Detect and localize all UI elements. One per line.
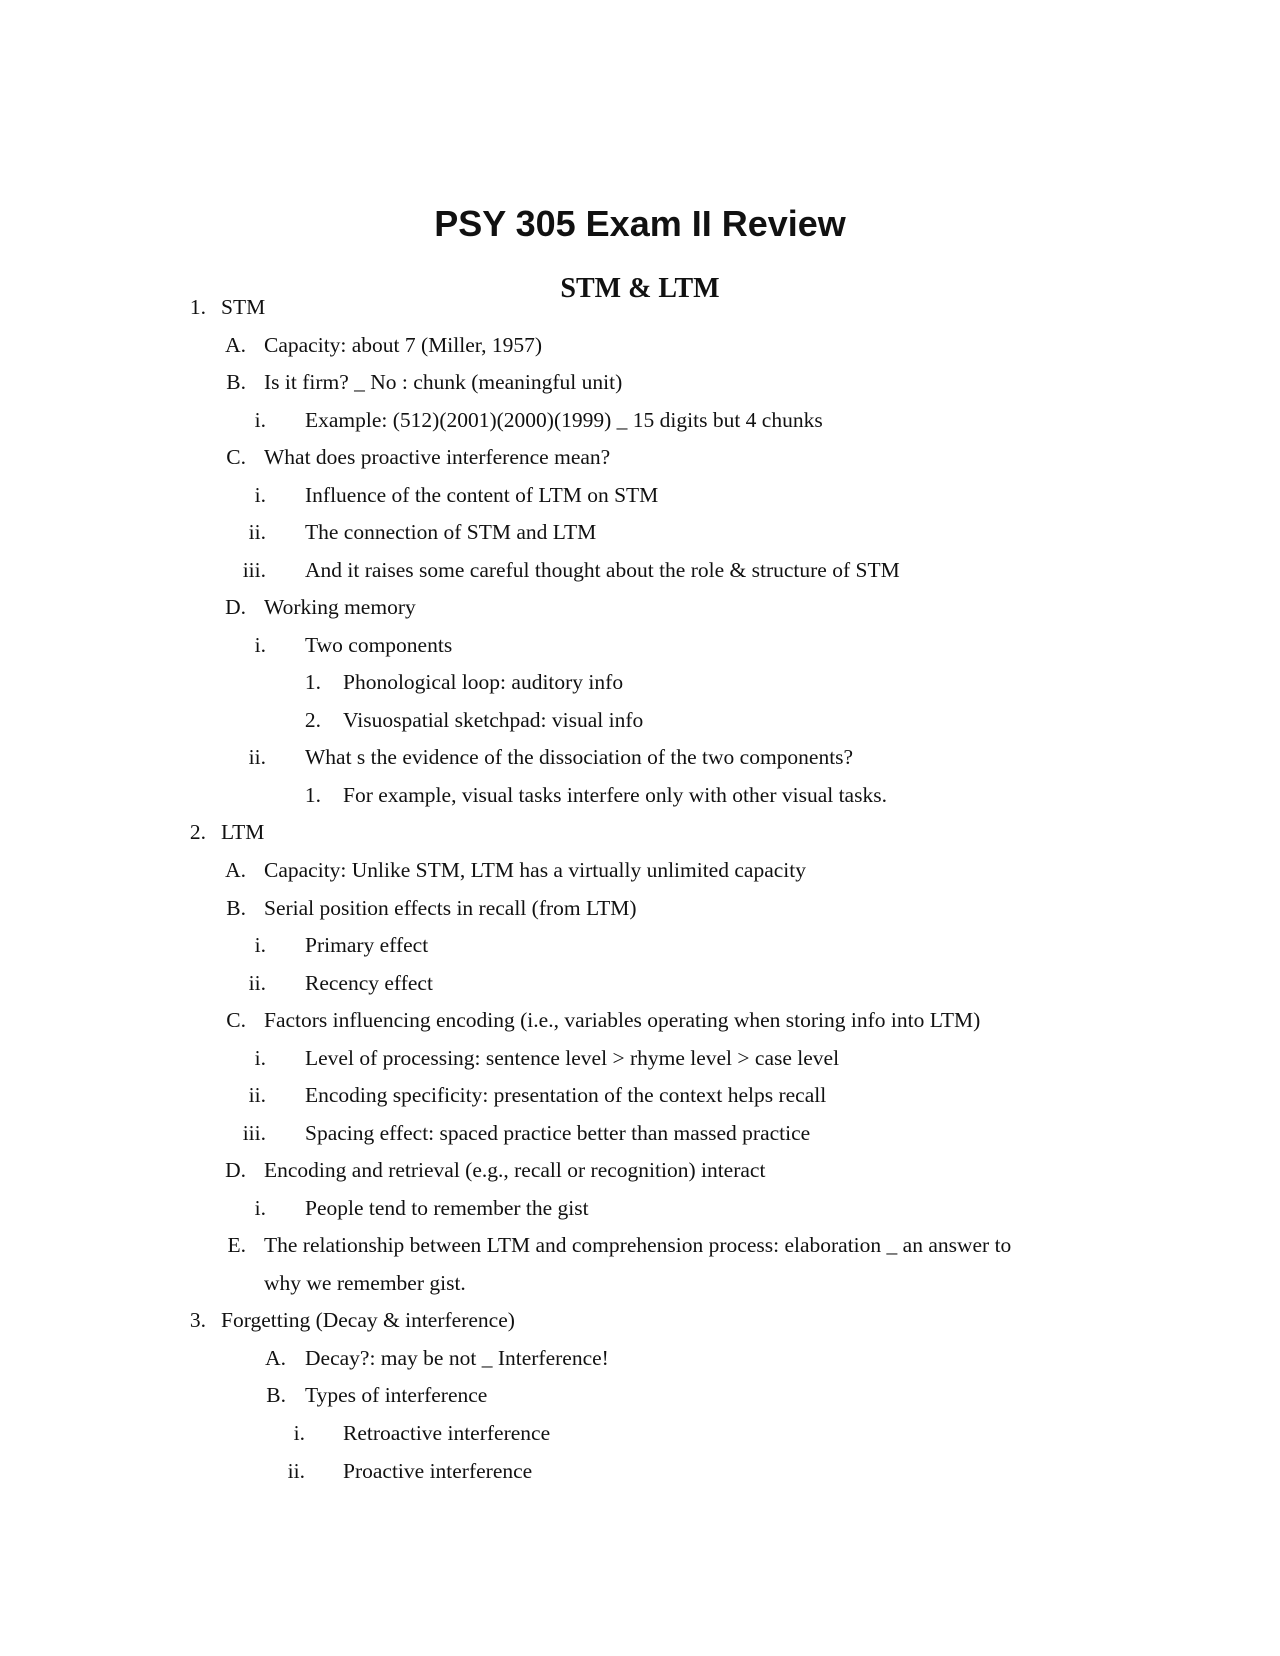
document-subtitle: STM & LTM — [560, 273, 720, 304]
outline-marker: i. — [254, 483, 266, 507]
outline-text: Is it firm? _ No : chunk (meaningful unit) — [264, 370, 623, 394]
document-title: PSY 305 Exam II Review — [434, 203, 846, 244]
outline-marker: i. — [254, 1196, 266, 1220]
outline-text: Influence of the content of LTM on STM — [305, 483, 659, 507]
outline-text: Working memory — [264, 595, 416, 619]
outline-text: Retroactive interference — [343, 1421, 551, 1445]
outline-marker: ii. — [248, 745, 266, 769]
outline-text: Phonological loop: auditory info — [343, 670, 624, 694]
outline-marker: A. — [225, 858, 246, 882]
outline-text: And it raises some careful thought about the role & structure of STM — [305, 558, 900, 582]
outline-text: Level of processing: sentence level > rhyme level > case level — [305, 1046, 840, 1070]
outline-marker: i. — [254, 933, 266, 957]
outline-text: Visuospatial sketchpad: visual info — [343, 708, 644, 732]
outline-marker: i. — [254, 1046, 266, 1070]
outline-text: Primary effect — [305, 933, 429, 957]
outline-marker: C. — [226, 445, 246, 469]
outline-marker: iii. — [242, 1121, 266, 1145]
outline-marker: i. — [254, 633, 266, 657]
outline-marker: C. — [226, 1008, 246, 1032]
outline-marker: A. — [225, 333, 246, 357]
outline-text: The connection of STM and LTM — [305, 520, 597, 544]
outline-text: Proactive interference — [343, 1459, 533, 1483]
outline-text: Encoding and retrieval (e.g., recall or recognition) interact — [264, 1158, 766, 1182]
outline-text: Forgetting (Decay & interference) — [221, 1308, 515, 1332]
outline-marker: i. — [254, 408, 266, 432]
outline-text: People tend to remember the gist — [305, 1196, 589, 1220]
outline-marker: 2. — [304, 708, 321, 732]
outline-text: Encoding specificity: presentation of the context helps recall — [305, 1083, 827, 1107]
outline-text: Serial position effects in recall (from LTM) — [264, 896, 637, 920]
outline-text: What s the evidence of the dissociation of the two components? — [305, 745, 854, 769]
outline-text: Spacing effect: spaced practice better than massed practice — [305, 1121, 811, 1145]
outline-marker: 2. — [189, 820, 206, 844]
outline-marker: ii. — [287, 1459, 305, 1483]
outline-marker: B. — [226, 370, 246, 394]
outline-marker: D. — [225, 595, 246, 619]
outline-marker: iii. — [242, 558, 266, 582]
outline-text: LTM — [221, 820, 265, 844]
outline-text: Two components — [305, 633, 453, 657]
outline-text: Decay?: may be not _ Interference! — [305, 1346, 609, 1370]
outline-marker: 1. — [189, 295, 206, 319]
outline-text: For example, visual tasks interfere only with other visual tasks. — [343, 783, 887, 807]
outline-text: What does proactive interference mean? — [264, 445, 611, 469]
outline-text: Types of interference — [305, 1383, 488, 1407]
outline-marker: A. — [265, 1346, 286, 1370]
outline-marker: 3. — [189, 1308, 206, 1332]
outline-marker: B. — [266, 1383, 286, 1407]
outline-marker: ii. — [248, 1083, 266, 1107]
outline-marker: ii. — [248, 971, 266, 995]
outline-marker: 1. — [304, 670, 321, 694]
outline-text: why we remember gist. — [264, 1271, 466, 1295]
outline-text: Capacity: about 7 (Miller, 1957) — [264, 333, 542, 357]
outline-marker: D. — [225, 1158, 246, 1182]
outline-text: The relationship between LTM and comprehension process: elaboration _ an answer to — [264, 1233, 1012, 1257]
outline-marker: i. — [293, 1421, 305, 1445]
outline-text: STM — [221, 295, 266, 319]
outline-marker: B. — [226, 896, 246, 920]
outline-text: Capacity: Unlike STM, LTM has a virtually unlimited capacity — [264, 858, 806, 882]
outline-text: Recency effect — [305, 971, 433, 995]
outline-marker: E. — [227, 1233, 246, 1257]
outline-marker: 1. — [304, 783, 321, 807]
outline-text: Example: (512)(2001)(2000)(1999) _ 15 digits but 4 chunks — [305, 408, 823, 432]
outline-marker: ii. — [248, 520, 266, 544]
outline-text: Factors influencing encoding (i.e., variables operating when storing info into LTM) — [264, 1008, 981, 1032]
